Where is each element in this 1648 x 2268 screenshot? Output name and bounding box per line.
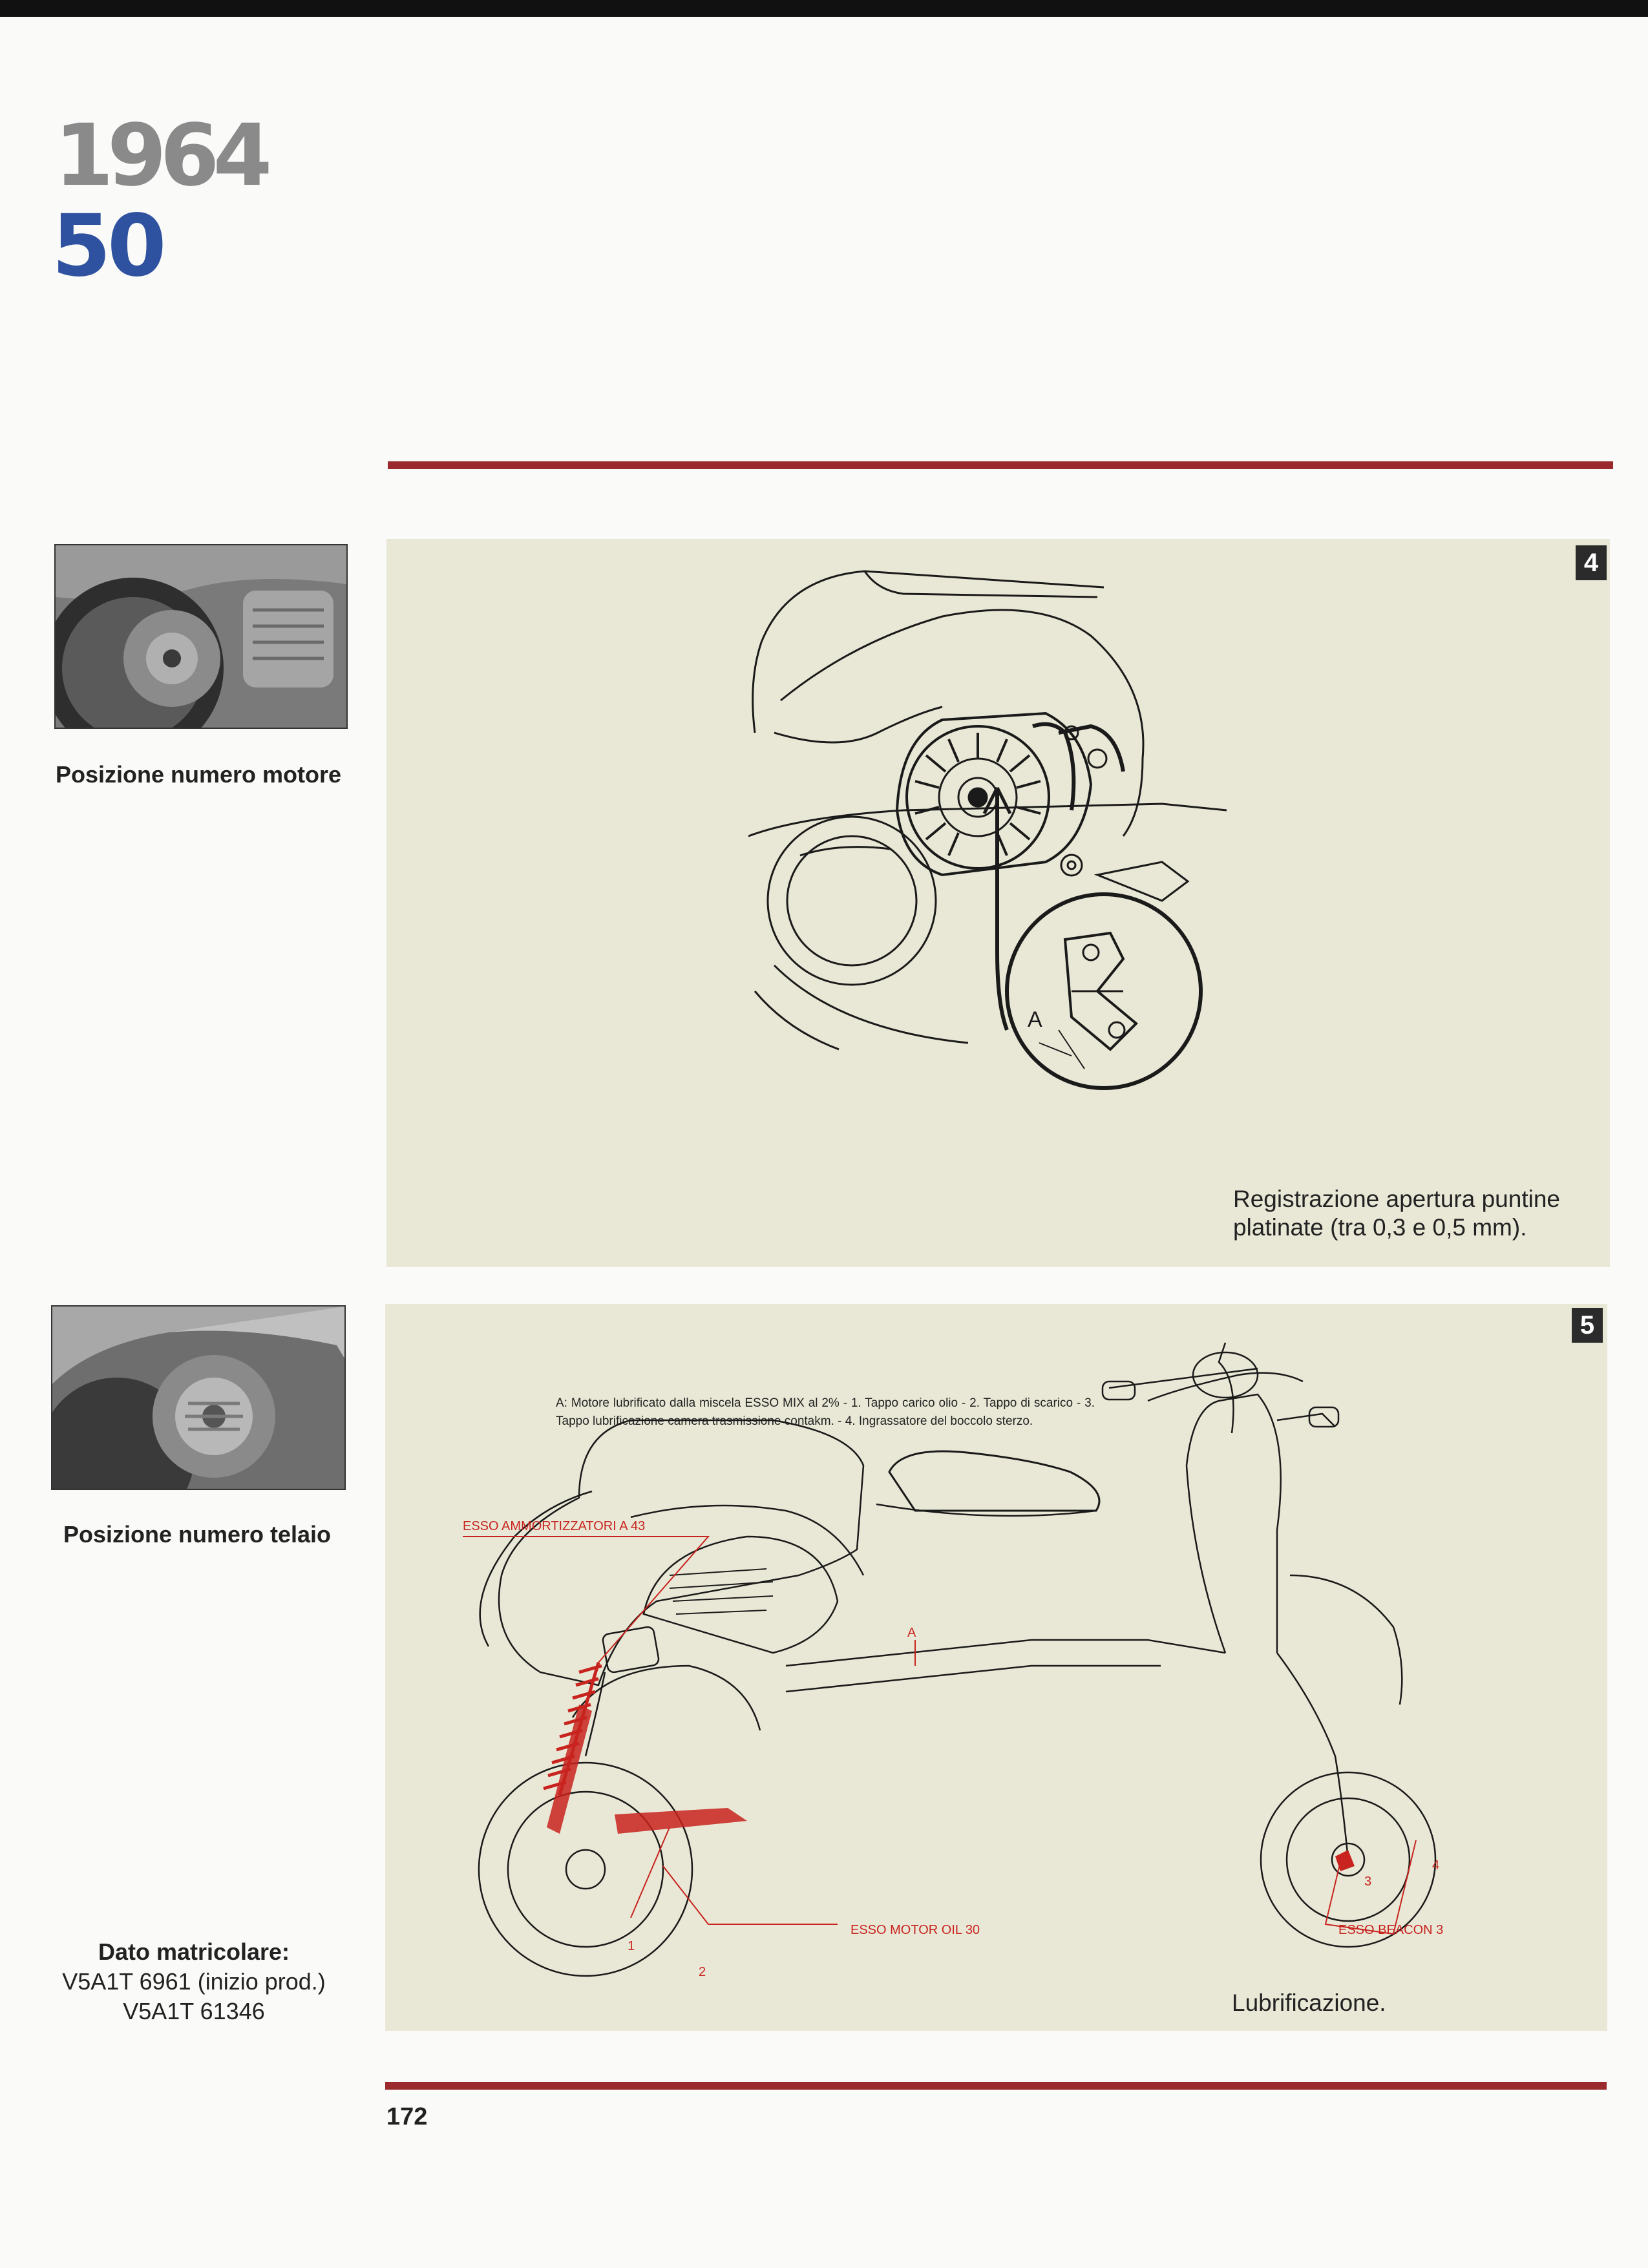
model-heading: 50: [52, 196, 163, 296]
point-1-label: 1: [628, 1939, 635, 1953]
top-rule: [388, 461, 1613, 469]
frame-number-photo: [51, 1305, 346, 1490]
lubrication-legend: A: Motore lubrificato dalla miscela ESSO MIX al 2% - 1. Tappo carico olio - 2. Tappo di scarico - 3. Tappo lubrificazione camera trasmissione contakm. - 4. Ingrassatore del boccolo sterzo.: [556, 1396, 1095, 1428]
figure-5-number: 5: [1572, 1308, 1603, 1343]
figure-5-caption: Lubrificazione.: [1232, 1990, 1386, 2016]
beacon-label: ESSO BEACON 3: [1338, 1923, 1444, 1937]
scooter-lubrication-diagram: [385, 1304, 1607, 2031]
year-heading: 1964: [54, 106, 266, 205]
top-edge: [0, 0, 1648, 17]
point-2-label: 2: [699, 1965, 706, 1979]
figure-4-caption-line1: Registrazione apertura puntine: [1233, 1186, 1560, 1212]
engine-number-photo: [54, 544, 348, 729]
frame-number-caption: Posizione numero telaio: [63, 1521, 332, 1548]
serial-number-title: Dato matricolare:: [98, 1938, 290, 1965]
figure-4-caption: [1233, 1185, 1560, 1242]
figure-5-panel: [385, 1304, 1607, 2031]
page-number: 172: [386, 2103, 428, 2130]
point-4-label: 4: [1432, 1858, 1440, 1873]
point-3-label: 3: [1364, 1874, 1372, 1889]
shock-absorber-label: ESSO AMMORTIZZATORI A 43: [463, 1519, 646, 1533]
serial-number-info: [26, 1937, 362, 2026]
serial-number-line2: V5A1T 61346: [123, 1998, 265, 2024]
engine-number-caption: Posizione numero motore: [55, 761, 342, 788]
gap-label: A: [1028, 1007, 1042, 1032]
ignition-points-diagram: [386, 539, 1610, 1267]
figure-4-number: 4: [1576, 545, 1607, 580]
point-a-label: A: [907, 1626, 916, 1640]
serial-number-line1: V5A1T 6961 (inizio prod.): [62, 1968, 326, 1995]
motor-oil-label: ESSO MOTOR OIL 30: [850, 1923, 980, 1937]
figure-4-caption-line2: platinate (tra 0,3 e 0,5 mm).: [1233, 1214, 1527, 1241]
figure-4-panel: [386, 539, 1610, 1267]
bottom-rule: [385, 2082, 1607, 2090]
